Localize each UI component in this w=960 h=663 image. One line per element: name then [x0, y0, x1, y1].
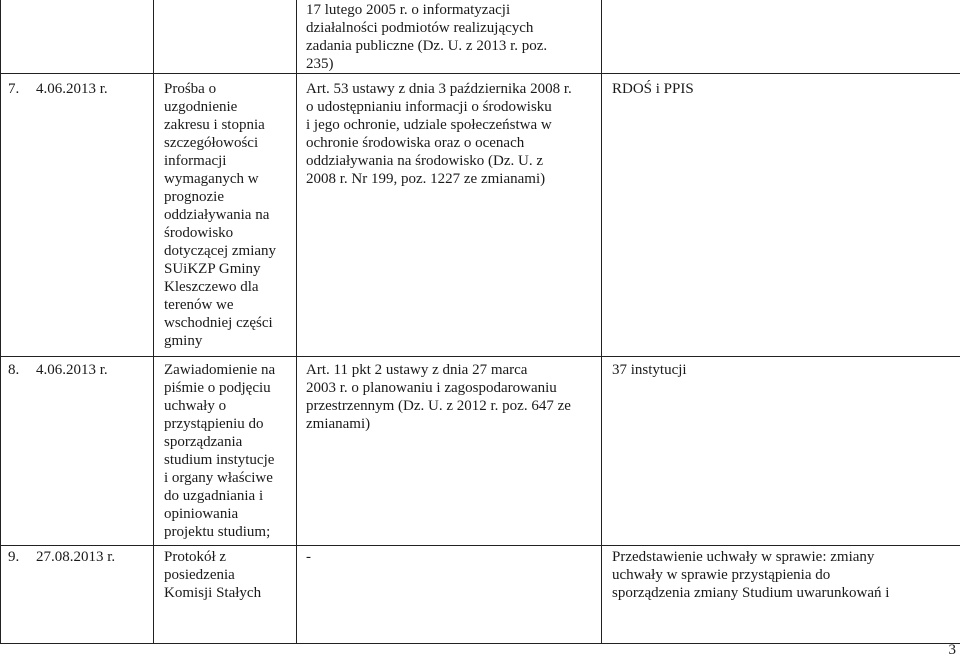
row-recipient-cell: Przedstawienie uchwały w sprawie: zmiany uchwały w sprawie przystąpienia do sporządzenia zmiany Studium uwarunkowań i: [602, 546, 960, 644]
table-row: [1, 357, 960, 546]
row-recipient-cell: [602, 0, 960, 74]
row-number: 9.: [8, 549, 20, 565]
row-number: 8.: [8, 362, 20, 378]
row-date-cell: [1, 546, 154, 644]
row-basis-cell: Art. 53 ustawy z dnia 3 października 2008 r. o udostępnianiu informacji o środowisku i jego ochronie, udziale społeczeństwa w ochronie środowiska oraz o ocenach oddziaływania na środowisko (Dz. U. z 2008 r. Nr 199, poz. 1227 ze zmianami): [297, 74, 602, 357]
row-basis-cell: -: [297, 546, 602, 644]
row-basis-cell: 17 lutego 2005 r. o informatyzacji działalności podmiotów realizujących zadania publiczne (Dz. U. z 2013 r. poz. 235): [297, 0, 602, 74]
row-date: 4.06.2013 r.: [36, 81, 108, 97]
row-subject-cell: Protokół z posiedzenia Komisji Stałych: [154, 546, 297, 644]
row-recipient-cell: 37 instytucji: [602, 357, 960, 546]
page-number: 3: [948, 642, 956, 658]
table-row: [1, 74, 960, 357]
row-date: 27.08.2013 r.: [36, 549, 116, 565]
table-row: [1, 546, 960, 644]
row-date-cell: [1, 357, 154, 546]
table-row: [1, 0, 960, 74]
row-subject-cell: Zawiadomienie na piśmie o podjęciu uchwały o przystąpieniu do sporządzania studium instytucje i organy właściwe do uzgadniania i opiniowania projektu studium;: [154, 357, 297, 546]
row-number: 7.: [8, 81, 20, 97]
row-subject-cell: [154, 0, 297, 74]
row-subject-cell: Prośba o uzgodnienie zakresu i stopnia szczegółowości informacji wymaganych w prognozie oddziaływania na środowisko dotyczącej zmiany SUiKZP Gminy Kleszczewo dla terenów we wschodniej części gminy: [154, 74, 297, 357]
row-date-cell: [1, 74, 154, 357]
row-date-cell: [1, 0, 154, 74]
row-recipient-cell: RDOŚ i PPIS: [602, 74, 960, 357]
row-basis-cell: Art. 11 pkt 2 ustawy z dnia 27 marca 2003 r. o planowaniu i zagospodarowaniu przestrzennym (Dz. U. z 2012 r. poz. 647 ze zmianami): [297, 357, 602, 546]
row-date: 4.06.2013 r.: [36, 362, 108, 378]
